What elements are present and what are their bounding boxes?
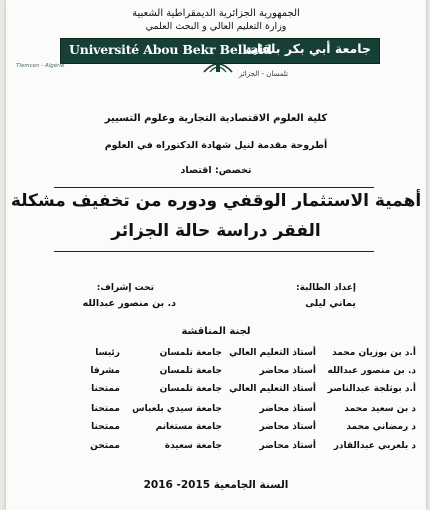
thesis-title-line-2: الفقر دراسة حالة الجزائر <box>111 221 321 241</box>
member-rank: أستاذ التعليم العالي <box>229 348 316 358</box>
university-emblem-icon <box>202 58 234 74</box>
specialization: تخصص: اقتصاد <box>180 165 252 176</box>
academic-year: السنة الجامعية 2015- 2016 <box>143 479 289 491</box>
member-role: ممتحن <box>90 441 120 451</box>
member-name: د بلعربي عبدالقادر <box>333 441 416 451</box>
university-location-fr: Tlemcen - Algérie <box>16 63 65 69</box>
member-institution: جامعة تلمسان <box>159 384 222 394</box>
member-name: أ.د بوثلجة عبدالناصر <box>327 384 416 394</box>
member-name: د بن سعيد محمد <box>344 404 416 414</box>
supervisor-label: تحت إشراف: <box>96 283 154 293</box>
title-divider-bottom <box>54 251 374 252</box>
member-name: د رمضاني محمد <box>346 422 416 432</box>
member-institution: جامعة سيدي بلعباس <box>132 404 222 414</box>
university-name-fr: Université Abou Bekr Belkaid <box>69 42 272 57</box>
member-rank: أستاذ محاضر <box>259 441 316 451</box>
thesis-type: أطروحة مقدمة لنيل شهادة الدكتوراه في العلوم <box>104 140 328 151</box>
student-label: إعداد الطالبة: <box>296 283 356 293</box>
member-institution: جامعة مستغانم <box>155 422 222 432</box>
thesis-title-line-1: أهمية الاستثمار الوقفي ودوره من تخفيف مشكلة <box>10 191 422 211</box>
university-location-ar: تلمسان - الجزائر <box>239 70 289 78</box>
member-institution: جامعة تلمسان <box>159 348 222 358</box>
republic-header: الجمهورية الجزائرية الديمقراطية الشعبية <box>132 8 300 19</box>
member-rank: أستاذ محاضر <box>259 404 316 414</box>
title-divider-top <box>54 187 374 188</box>
supervisor-name: د. بن منصور عبدالله <box>82 298 176 309</box>
member-rank: أستاذ محاضر <box>259 422 316 432</box>
member-name: د. بن منصور عبدالله <box>327 366 416 376</box>
member-institution: جامعة سعيدة <box>164 441 222 451</box>
member-role: مشرفا <box>90 366 120 376</box>
member-rank: أستاذ التعليم العالي <box>229 384 316 394</box>
university-name-ar: جامعة أبي بكر بلقايد <box>245 41 371 56</box>
member-rank: أستاذ محاضر <box>259 366 316 376</box>
faculty-name: كلية العلوم الاقتصادية التجارية وعلوم التسيير <box>104 113 328 124</box>
member-role: ممتحنا <box>91 384 120 394</box>
member-name: أ.د بن بوزيان محمد <box>332 348 416 358</box>
document-page <box>6 0 426 510</box>
member-institution: جامعة تلمسان <box>159 366 222 376</box>
member-role: ممتحنا <box>91 422 120 432</box>
member-role: رئيسا <box>95 348 120 358</box>
member-role: ممتحنا <box>91 404 120 414</box>
student-name: يماني ليلى <box>305 298 356 309</box>
committee-title: لجنة المناقشة <box>181 326 251 337</box>
ministry-header: وزارة التعليم العالي و البحث العلمي <box>145 21 287 32</box>
